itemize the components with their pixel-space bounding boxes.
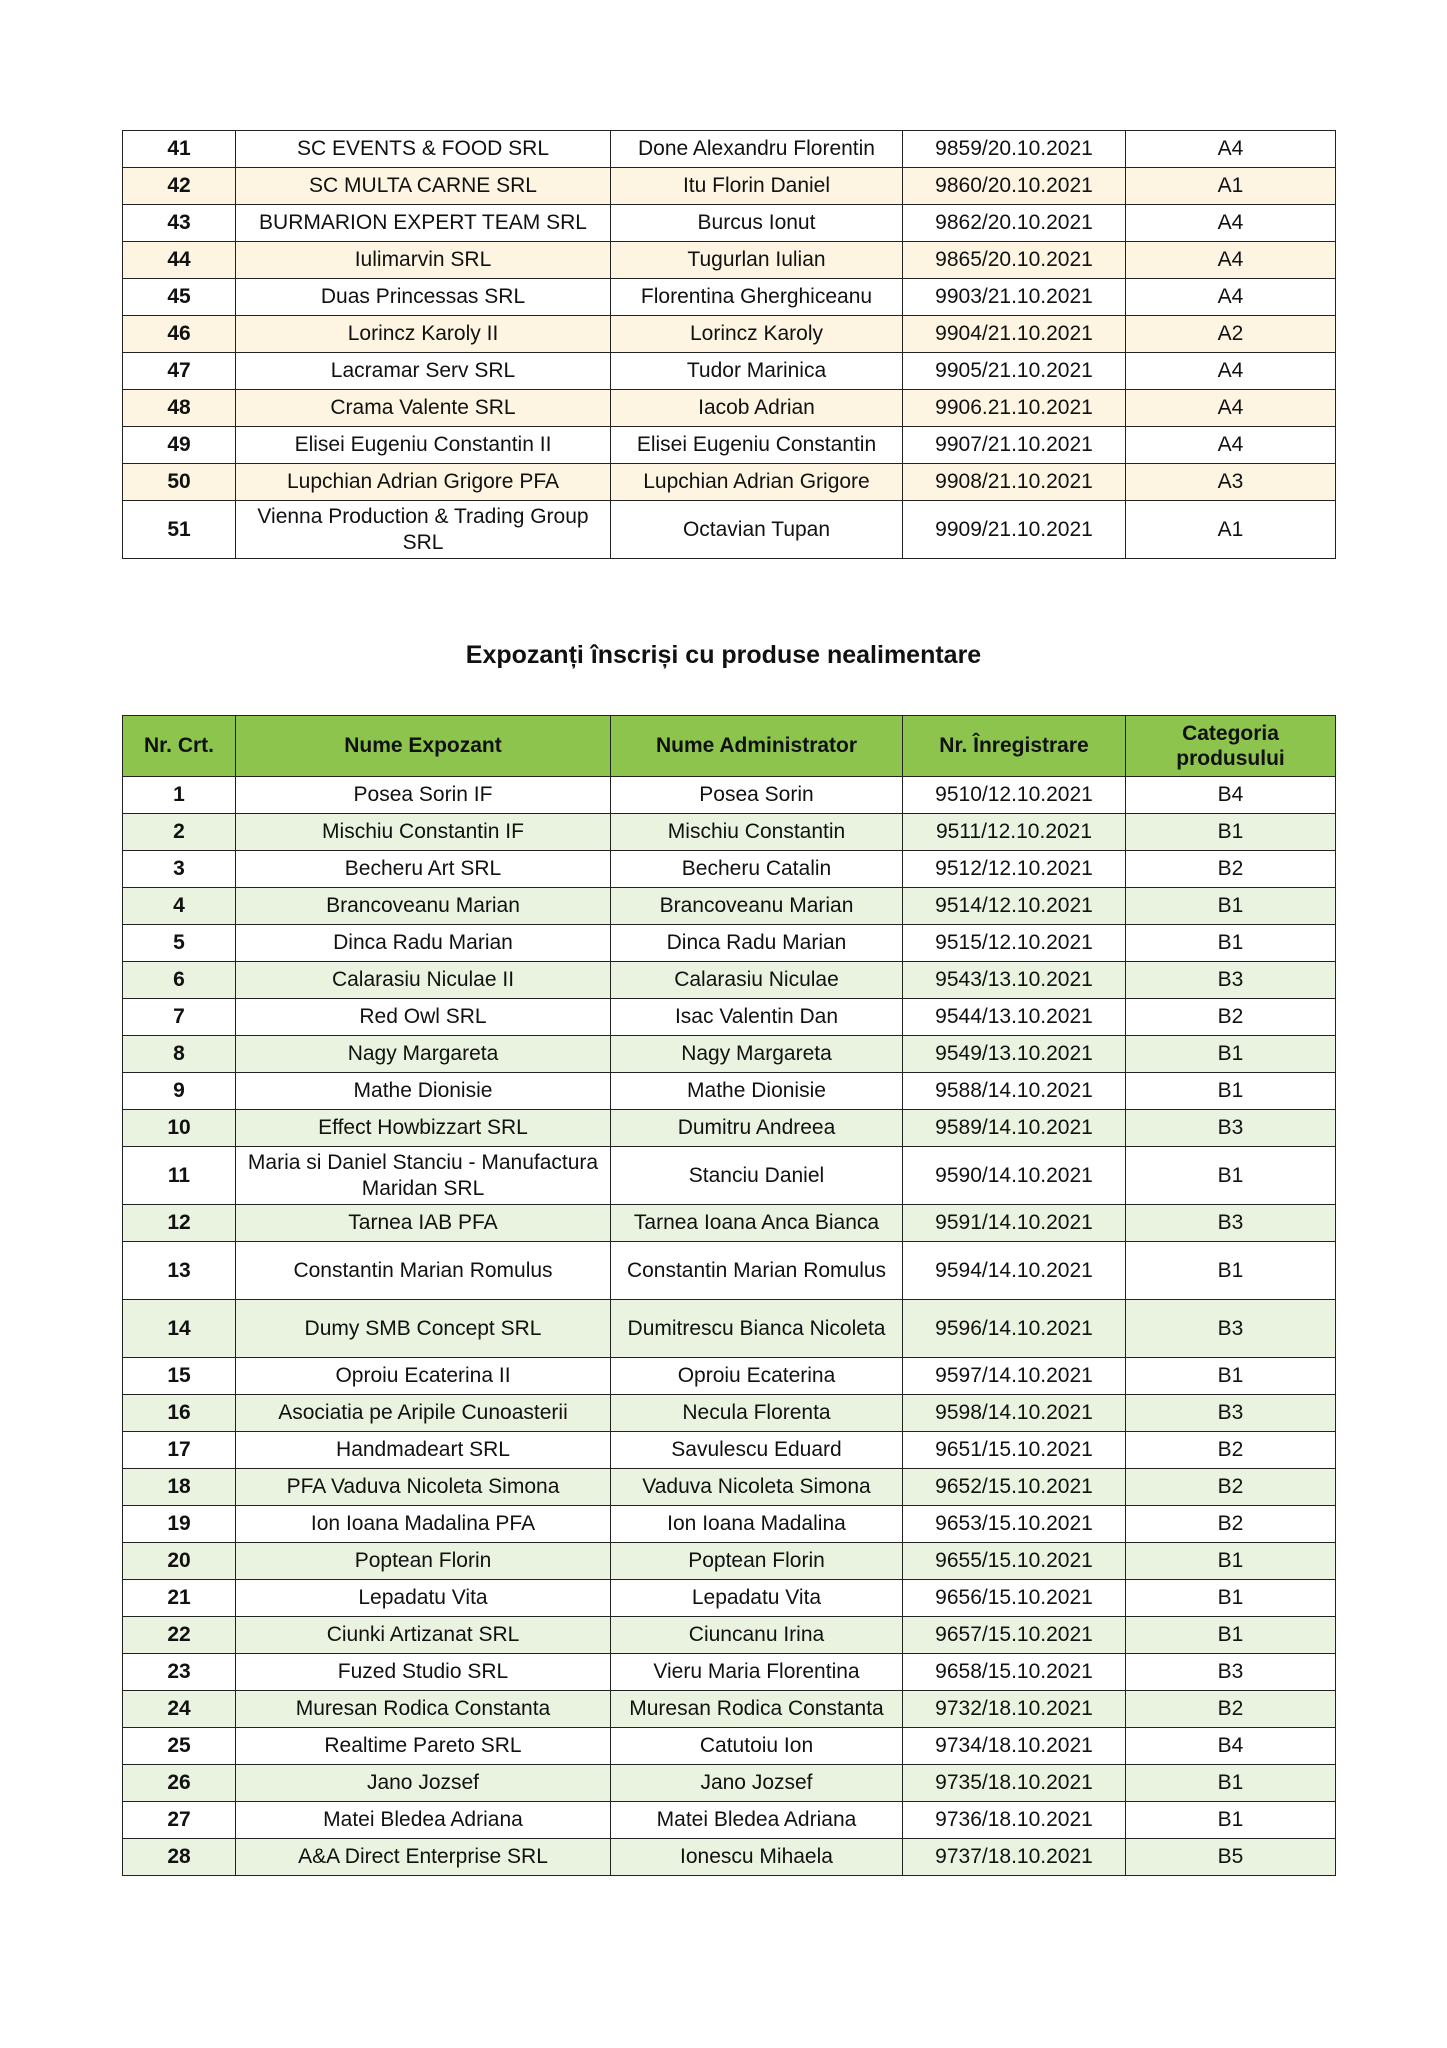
- cell-inregistrare: 9598/14.10.2021: [903, 1395, 1126, 1432]
- cell-administrator: Calarasiu Niculae: [611, 962, 903, 999]
- cell-administrator: Savulescu Eduard: [611, 1432, 903, 1469]
- cell-administrator: Brancoveanu Marian: [611, 888, 903, 925]
- cell-nr: 25: [123, 1728, 236, 1765]
- cell-nr: 44: [123, 242, 236, 279]
- cell-categorie: B2: [1126, 1469, 1336, 1506]
- cell-administrator: Ion Ioana Madalina: [611, 1506, 903, 1543]
- table-row: [123, 242, 1336, 279]
- cell-nr: 1: [123, 777, 236, 814]
- cell-nr: 24: [123, 1691, 236, 1728]
- cell-expozant: Calarasiu Niculae II: [236, 962, 611, 999]
- cell-expozant: Realtime Pareto SRL: [236, 1728, 611, 1765]
- cell-expozant: Ciunki Artizanat SRL: [236, 1617, 611, 1654]
- header-nr-crt: Nr. Crt.: [123, 716, 236, 777]
- table-row: [123, 814, 1336, 851]
- cell-expozant: Muresan Rodica Constanta: [236, 1691, 611, 1728]
- table-row: [123, 1839, 1336, 1876]
- table-body: [123, 777, 1336, 1876]
- table-row: [123, 962, 1336, 999]
- cell-inregistrare: 9903/21.10.2021: [903, 279, 1126, 316]
- cell-categorie: B1: [1126, 1617, 1336, 1654]
- cell-inregistrare: 9860/20.10.2021: [903, 168, 1126, 205]
- cell-categorie: B1: [1126, 925, 1336, 962]
- table-row: [123, 1358, 1336, 1395]
- cell-categorie: B1: [1126, 1765, 1336, 1802]
- cell-categorie: B1: [1126, 1802, 1336, 1839]
- cell-inregistrare: 9862/20.10.2021: [903, 205, 1126, 242]
- cell-categorie: B2: [1126, 999, 1336, 1036]
- cell-administrator: Done Alexandru Florentin: [611, 131, 903, 168]
- section-title: Expozanți înscriși cu produse nealimentare: [465, 641, 982, 669]
- cell-expozant: Fuzed Studio SRL: [236, 1654, 611, 1691]
- cell-administrator: Ciuncanu Irina: [611, 1617, 903, 1654]
- table-row: [123, 1036, 1336, 1073]
- cell-administrator: Ionescu Mihaela: [611, 1839, 903, 1876]
- table-row: [123, 1506, 1336, 1543]
- cell-categorie: B1: [1126, 1242, 1336, 1300]
- table-body: [123, 131, 1336, 559]
- header-row: [123, 716, 1336, 777]
- cell-inregistrare: 9543/13.10.2021: [903, 962, 1126, 999]
- cell-inregistrare: 9544/13.10.2021: [903, 999, 1126, 1036]
- cell-categorie: B5: [1126, 1839, 1336, 1876]
- header-nume-expozant: Nume Expozant: [236, 716, 611, 777]
- cell-administrator: Dinca Radu Marian: [611, 925, 903, 962]
- table-row: [123, 316, 1336, 353]
- cell-inregistrare: 9549/13.10.2021: [903, 1036, 1126, 1073]
- cell-categorie: B1: [1126, 1036, 1336, 1073]
- cell-administrator: Elisei Eugeniu Constantin: [611, 427, 903, 464]
- cell-expozant: SC MULTA CARNE SRL: [236, 168, 611, 205]
- cell-inregistrare: 9514/12.10.2021: [903, 888, 1126, 925]
- cell-inregistrare: 9735/18.10.2021: [903, 1765, 1126, 1802]
- cell-categorie: B3: [1126, 1654, 1336, 1691]
- table-row: [123, 1802, 1336, 1839]
- table-row: [123, 1073, 1336, 1110]
- cell-inregistrare: 9594/14.10.2021: [903, 1242, 1126, 1300]
- cell-nr: 14: [123, 1300, 236, 1358]
- cell-categorie: B2: [1126, 1506, 1336, 1543]
- cell-administrator: Constantin Marian Romulus: [611, 1242, 903, 1300]
- cell-inregistrare: 9597/14.10.2021: [903, 1358, 1126, 1395]
- cell-inregistrare: 9590/14.10.2021: [903, 1147, 1126, 1205]
- cell-nr: 23: [123, 1654, 236, 1691]
- cell-nr: 26: [123, 1765, 236, 1802]
- cell-categorie: A4: [1126, 427, 1336, 464]
- cell-categorie: B3: [1126, 1395, 1336, 1432]
- table-row: [123, 353, 1336, 390]
- table-row: [123, 1654, 1336, 1691]
- cell-inregistrare: 9655/15.10.2021: [903, 1543, 1126, 1580]
- cell-inregistrare: 9658/15.10.2021: [903, 1654, 1126, 1691]
- cell-nr: 4: [123, 888, 236, 925]
- cell-administrator: Vaduva Nicoleta Simona: [611, 1469, 903, 1506]
- cell-categorie: A1: [1126, 501, 1336, 559]
- cell-inregistrare: 9591/14.10.2021: [903, 1205, 1126, 1242]
- cell-expozant: Mathe Dionisie: [236, 1073, 611, 1110]
- table-row: [123, 1543, 1336, 1580]
- cell-categorie: B3: [1126, 1300, 1336, 1358]
- cell-categorie: B1: [1126, 814, 1336, 851]
- cell-administrator: Lupchian Adrian Grigore: [611, 464, 903, 501]
- cell-expozant: Jano Jozsef: [236, 1765, 611, 1802]
- cell-nr: 15: [123, 1358, 236, 1395]
- cell-expozant: BURMARION EXPERT TEAM SRL: [236, 205, 611, 242]
- cell-categorie: B3: [1126, 1110, 1336, 1147]
- cell-categorie: B2: [1126, 1691, 1336, 1728]
- cell-categorie: A1: [1126, 168, 1336, 205]
- cell-categorie: B1: [1126, 1073, 1336, 1110]
- cell-categorie: B2: [1126, 1432, 1336, 1469]
- cell-nr: 13: [123, 1242, 236, 1300]
- table-row: [123, 390, 1336, 427]
- cell-expozant: Mischiu Constantin IF: [236, 814, 611, 851]
- cell-administrator: Jano Jozsef: [611, 1765, 903, 1802]
- cell-administrator: Tugurlan Iulian: [611, 242, 903, 279]
- cell-expozant: Posea Sorin IF: [236, 777, 611, 814]
- cell-administrator: Catutoiu Ion: [611, 1728, 903, 1765]
- cell-expozant: Ion Ioana Madalina PFA: [236, 1506, 611, 1543]
- table-row: [123, 279, 1336, 316]
- cell-administrator: Matei Bledea Adriana: [611, 1802, 903, 1839]
- cell-categorie: A4: [1126, 390, 1336, 427]
- table-header: [123, 716, 1336, 777]
- cell-categorie: B1: [1126, 1543, 1336, 1580]
- cell-administrator: Posea Sorin: [611, 777, 903, 814]
- table-row: [123, 1110, 1336, 1147]
- cell-categorie: A4: [1126, 242, 1336, 279]
- cell-inregistrare: 9588/14.10.2021: [903, 1073, 1126, 1110]
- cell-administrator: Iacob Adrian: [611, 390, 903, 427]
- cell-expozant: Crama Valente SRL: [236, 390, 611, 427]
- cell-inregistrare: 9907/21.10.2021: [903, 427, 1126, 464]
- cell-expozant: Lorincz Karoly II: [236, 316, 611, 353]
- cell-nr: 43: [123, 205, 236, 242]
- table-row: [123, 1147, 1336, 1205]
- cell-categorie: B4: [1126, 777, 1336, 814]
- cell-nr: 11: [123, 1147, 236, 1205]
- cell-expozant: Oproiu Ecaterina II: [236, 1358, 611, 1395]
- cell-administrator: Vieru Maria Florentina: [611, 1654, 903, 1691]
- cell-nr: 21: [123, 1580, 236, 1617]
- cell-administrator: Mischiu Constantin: [611, 814, 903, 851]
- table-row: [123, 1205, 1336, 1242]
- cell-administrator: Dumitru Andreea: [611, 1110, 903, 1147]
- cell-expozant: Iulimarvin SRL: [236, 242, 611, 279]
- table-row: [123, 131, 1336, 168]
- cell-administrator: Stanciu Daniel: [611, 1147, 903, 1205]
- cell-inregistrare: 9737/18.10.2021: [903, 1839, 1126, 1876]
- table-row: [123, 1432, 1336, 1469]
- cell-nr: 20: [123, 1543, 236, 1580]
- cell-nr: 28: [123, 1839, 236, 1876]
- table-row: [123, 464, 1336, 501]
- cell-inregistrare: 9657/15.10.2021: [903, 1617, 1126, 1654]
- cell-nr: 50: [123, 464, 236, 501]
- cell-nr: 6: [123, 962, 236, 999]
- cell-expozant: PFA Vaduva Nicoleta Simona: [236, 1469, 611, 1506]
- cell-inregistrare: 9905/21.10.2021: [903, 353, 1126, 390]
- cell-administrator: Lorincz Karoly: [611, 316, 903, 353]
- cell-nr: 3: [123, 851, 236, 888]
- cell-administrator: Florentina Gherghiceanu: [611, 279, 903, 316]
- cell-expozant: Nagy Margareta: [236, 1036, 611, 1073]
- cell-categorie: A2: [1126, 316, 1336, 353]
- cell-inregistrare: 9510/12.10.2021: [903, 777, 1126, 814]
- cell-nr: 47: [123, 353, 236, 390]
- table-row: [123, 1580, 1336, 1617]
- cell-expozant: Constantin Marian Romulus: [236, 1242, 611, 1300]
- table-row: [123, 501, 1336, 559]
- cell-expozant: Effect Howbizzart SRL: [236, 1110, 611, 1147]
- cell-nr: 45: [123, 279, 236, 316]
- cell-inregistrare: 9734/18.10.2021: [903, 1728, 1126, 1765]
- cell-nr: 48: [123, 390, 236, 427]
- cell-nr: 16: [123, 1395, 236, 1432]
- cell-expozant: Duas Princessas SRL: [236, 279, 611, 316]
- cell-nr: 8: [123, 1036, 236, 1073]
- cell-administrator: Nagy Margareta: [611, 1036, 903, 1073]
- cell-expozant: Dinca Radu Marian: [236, 925, 611, 962]
- table-row: [123, 999, 1336, 1036]
- header-nume-administrator: Nume Administrator: [611, 716, 903, 777]
- table-row: [123, 888, 1336, 925]
- cell-inregistrare: 9904/21.10.2021: [903, 316, 1126, 353]
- cell-expozant: Maria si Daniel Stanciu - Manufactura Maridan SRL: [236, 1147, 611, 1205]
- cell-nr: 2: [123, 814, 236, 851]
- table-row: [123, 168, 1336, 205]
- cell-expozant: A&A Direct Enterprise SRL: [236, 1839, 611, 1876]
- cell-inregistrare: 9651/15.10.2021: [903, 1432, 1126, 1469]
- cell-categorie: A4: [1126, 205, 1336, 242]
- food-exhibitors-table-continued: [122, 130, 1336, 559]
- cell-expozant: Red Owl SRL: [236, 999, 611, 1036]
- cell-expozant: Brancoveanu Marian: [236, 888, 611, 925]
- cell-categorie: A4: [1126, 279, 1336, 316]
- table-row: [123, 1300, 1336, 1358]
- cell-expozant: Vienna Production & Trading Group SRL: [236, 501, 611, 559]
- cell-expozant: Lepadatu Vita: [236, 1580, 611, 1617]
- cell-inregistrare: 9656/15.10.2021: [903, 1580, 1126, 1617]
- cell-administrator: Itu Florin Daniel: [611, 168, 903, 205]
- cell-nr: 41: [123, 131, 236, 168]
- cell-inregistrare: 9908/21.10.2021: [903, 464, 1126, 501]
- table-row: [123, 1691, 1336, 1728]
- cell-categorie: B3: [1126, 962, 1336, 999]
- cell-expozant: Handmadeart SRL: [236, 1432, 611, 1469]
- cell-administrator: Necula Florenta: [611, 1395, 903, 1432]
- cell-nr: 27: [123, 1802, 236, 1839]
- cell-categorie: B1: [1126, 888, 1336, 925]
- cell-nr: 7: [123, 999, 236, 1036]
- cell-nr: 9: [123, 1073, 236, 1110]
- cell-inregistrare: 9732/18.10.2021: [903, 1691, 1126, 1728]
- table-row: [123, 925, 1336, 962]
- cell-nr: 12: [123, 1205, 236, 1242]
- cell-nr: 10: [123, 1110, 236, 1147]
- cell-inregistrare: 9909/21.10.2021: [903, 501, 1126, 559]
- cell-inregistrare: 9515/12.10.2021: [903, 925, 1126, 962]
- cell-expozant: Lupchian Adrian Grigore PFA: [236, 464, 611, 501]
- table-row: [123, 1765, 1336, 1802]
- cell-inregistrare: 9736/18.10.2021: [903, 1802, 1126, 1839]
- cell-administrator: Lepadatu Vita: [611, 1580, 903, 1617]
- cell-expozant: Tarnea IAB PFA: [236, 1205, 611, 1242]
- cell-nr: 46: [123, 316, 236, 353]
- cell-inregistrare: 9859/20.10.2021: [903, 131, 1126, 168]
- cell-administrator: Octavian Tupan: [611, 501, 903, 559]
- header-nr-inregistrare: Nr. Înregistrare: [903, 716, 1126, 777]
- cell-categorie: B2: [1126, 851, 1336, 888]
- cell-administrator: Burcus Ionut: [611, 205, 903, 242]
- cell-expozant: SC EVENTS & FOOD SRL: [236, 131, 611, 168]
- cell-categorie: A4: [1126, 353, 1336, 390]
- cell-inregistrare: 9653/15.10.2021: [903, 1506, 1126, 1543]
- cell-nr: 18: [123, 1469, 236, 1506]
- cell-categorie: B3: [1126, 1205, 1336, 1242]
- table-row: [123, 1617, 1336, 1654]
- cell-inregistrare: 9865/20.10.2021: [903, 242, 1126, 279]
- cell-administrator: Muresan Rodica Constanta: [611, 1691, 903, 1728]
- cell-expozant: Becheru Art SRL: [236, 851, 611, 888]
- table-row: [123, 1728, 1336, 1765]
- cell-inregistrare: 9589/14.10.2021: [903, 1110, 1126, 1147]
- cell-inregistrare: 9652/15.10.2021: [903, 1469, 1126, 1506]
- cell-categorie: A4: [1126, 131, 1336, 168]
- table-row: [123, 427, 1336, 464]
- cell-nr: 49: [123, 427, 236, 464]
- cell-nr: 42: [123, 168, 236, 205]
- cell-categorie: B4: [1126, 1728, 1336, 1765]
- cell-nr: 19: [123, 1506, 236, 1543]
- cell-nr: 22: [123, 1617, 236, 1654]
- table-row: [123, 1469, 1336, 1506]
- cell-administrator: Becheru Catalin: [611, 851, 903, 888]
- cell-inregistrare: 9906.21.10.2021: [903, 390, 1126, 427]
- cell-nr: 5: [123, 925, 236, 962]
- cell-inregistrare: 9512/12.10.2021: [903, 851, 1126, 888]
- non-food-exhibitors-table: [122, 715, 1336, 1876]
- cell-administrator: Isac Valentin Dan: [611, 999, 903, 1036]
- table-row: [123, 777, 1336, 814]
- cell-administrator: Tudor Marinica: [611, 353, 903, 390]
- cell-administrator: Poptean Florin: [611, 1543, 903, 1580]
- cell-expozant: Elisei Eugeniu Constantin II: [236, 427, 611, 464]
- table-row: [123, 1242, 1336, 1300]
- cell-administrator: Oproiu Ecaterina: [611, 1358, 903, 1395]
- cell-expozant: Matei Bledea Adriana: [236, 1802, 611, 1839]
- cell-expozant: Dumy SMB Concept SRL: [236, 1300, 611, 1358]
- cell-categorie: B1: [1126, 1580, 1336, 1617]
- header-categoria-produsului: Categoria produsului: [1126, 716, 1336, 777]
- table-row: [123, 1395, 1336, 1432]
- cell-categorie: B1: [1126, 1147, 1336, 1205]
- cell-expozant: Asociatia pe Aripile Cunoasterii: [236, 1395, 611, 1432]
- cell-expozant: Poptean Florin: [236, 1543, 611, 1580]
- cell-categorie: B1: [1126, 1358, 1336, 1395]
- cell-administrator: Mathe Dionisie: [611, 1073, 903, 1110]
- table-row: [123, 851, 1336, 888]
- cell-administrator: Dumitrescu Bianca Nicoleta: [611, 1300, 903, 1358]
- cell-administrator: Tarnea Ioana Anca Bianca: [611, 1205, 903, 1242]
- cell-categorie: A3: [1126, 464, 1336, 501]
- cell-expozant: Lacramar Serv SRL: [236, 353, 611, 390]
- cell-nr: 51: [123, 501, 236, 559]
- table-row: [123, 205, 1336, 242]
- cell-nr: 17: [123, 1432, 236, 1469]
- cell-inregistrare: 9511/12.10.2021: [903, 814, 1126, 851]
- cell-inregistrare: 9596/14.10.2021: [903, 1300, 1126, 1358]
